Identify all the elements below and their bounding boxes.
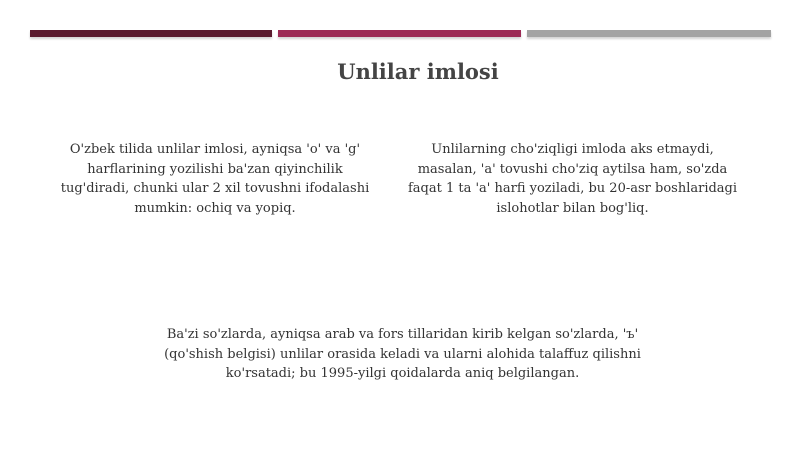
text-block-left: O'zbek tilida unlilar imlosi, ayniqsa 'o' va 'g' harflarining yozilishi ba'zan qiyinchilik tug'diradi, chunki ular 2 xil tovushni ifodalashi mumkin: ochiq va yopiq.: [60, 142, 370, 216]
slide-title: Unlilar imlosi: [337, 59, 499, 84]
accent-bar-right: [527, 30, 771, 37]
text-block-right: Unlilarning cho'ziqligi imloda aks etmaydi, masalan, 'a' tovushi cho'ziq aytilsa ham, so'zda faqat 1 ta 'a' harfi yoziladi, bu 20-asr boshlaridagi islohotlar bilan bog'liq.: [407, 142, 738, 216]
accent-bar-left: [30, 30, 272, 37]
text-block-bottom: Ba'zi so'zlarda, ayniqsa arab va fors tillaridan kirib kelgan so'zlarda, 'ъ' (qo'shish belgisi) unlilar orasida keladi va ularni alohida talaffuz qilishni ko'rsatadi; bu 1995-yilgi qoidalarda aniq belgilangan.: [164, 327, 641, 381]
accent-bar-middle: [278, 30, 521, 37]
